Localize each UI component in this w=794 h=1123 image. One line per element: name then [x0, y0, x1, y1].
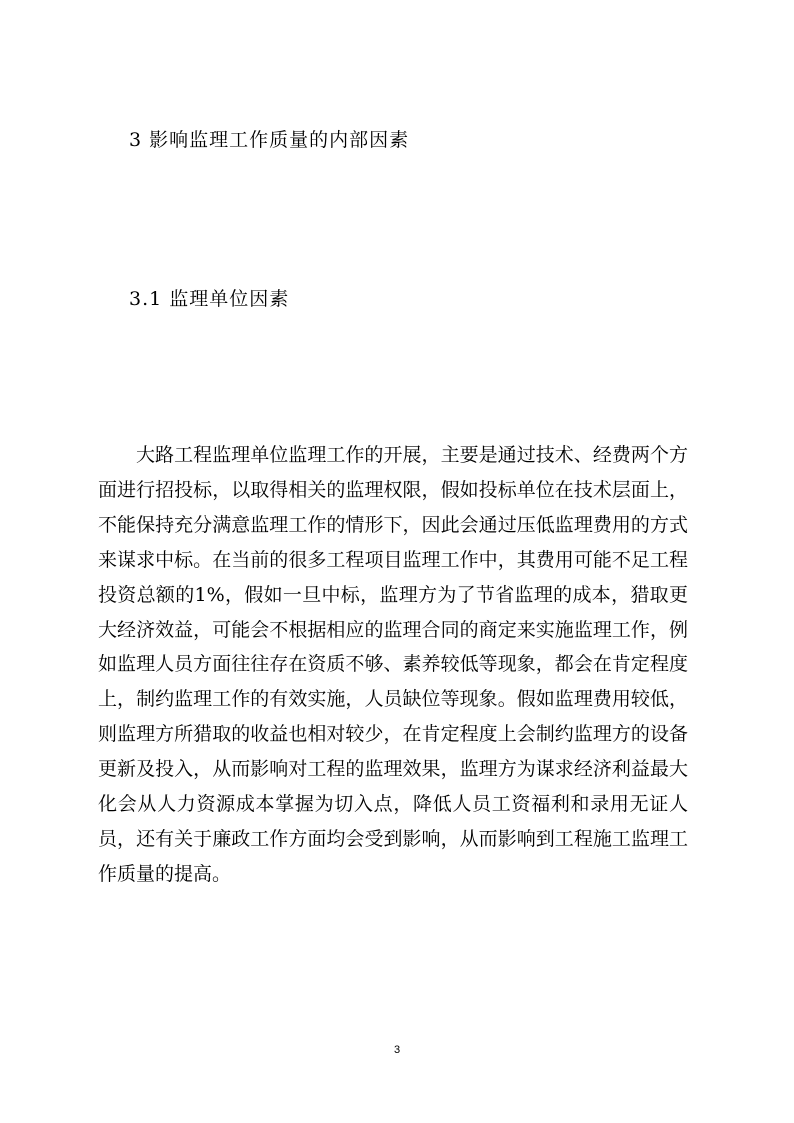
subsection-heading: 3.1 监理单位因素	[129, 288, 290, 310]
page-number: 3	[393, 1044, 401, 1056]
body-paragraph: 大路工程监理单位监理工作的开展，主要是通过技术、经费两个方面进行招投标，以取得相关的监理权限，假如投标单位在技术层面上，不能保持充分满意监理工作的情形下，因此会通过压低监理费用的方式来谋求中标。在当前的很多工程项目监理工作中，其费用可能不足工程投资总额的1%，假如一旦中标，监理方为了节省监理的成本，猎取更大经济效益，可能会不根据相应的监理合同的商定来实施监理工作，例如监理人员方面往往存在资质不够、素养较低等现象，都会在肯定程度上，制约监理工作的有效实施，人员缺位等现象。假如监理费用较低，则监理方所猎取的收益也相对较少，在肯定程度上会制约监理方的设备更新及投入，从而影响对工程的监理效果，监理方为谋求经济利益最大化会从人力资源成本掌握为切入点，降低人员工资福利和录用无证人员，还有关于廉政工作方面均会受到影响，从而影响到工程施工监理工作质量的提高。	[98, 444, 688, 885]
section-heading: 3 影响监理工作质量的内部因素	[129, 129, 410, 151]
